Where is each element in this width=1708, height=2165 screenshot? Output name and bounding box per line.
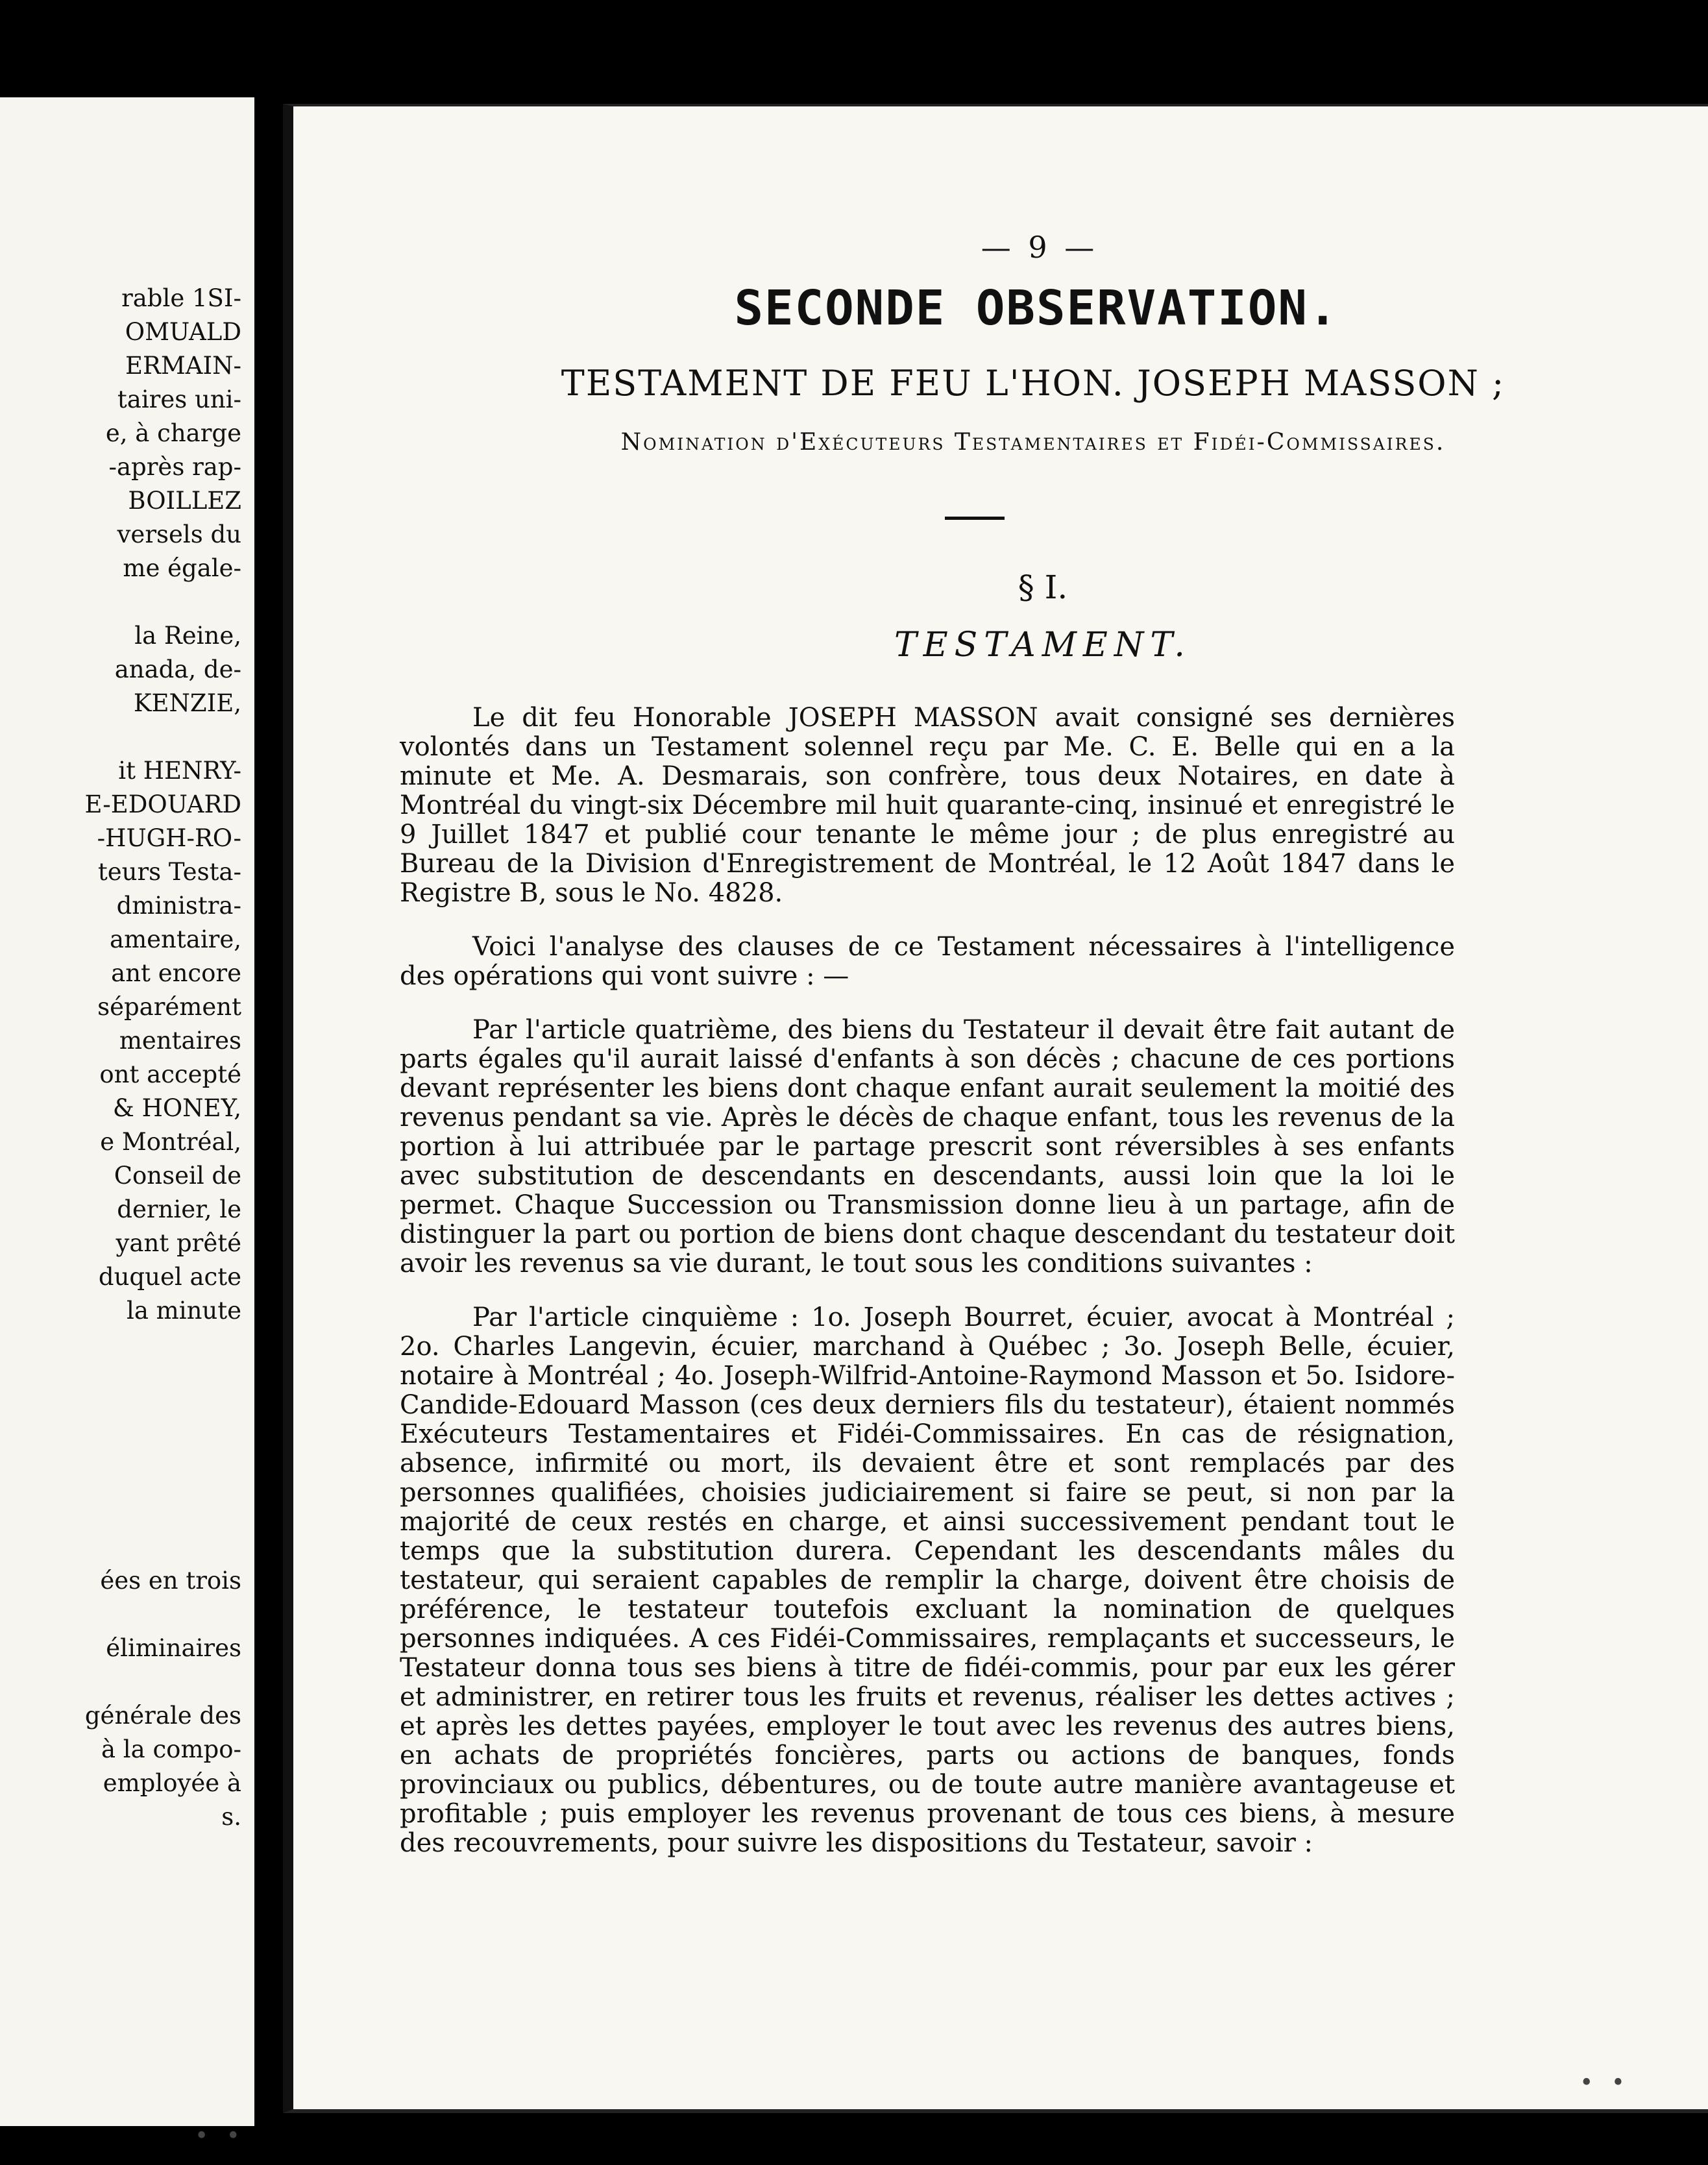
previous-page-strip [0,97,254,2126]
left-page-line: ant encore [111,959,241,987]
left-page-line: e Montréal, [100,1128,241,1156]
divider-rule [945,517,1005,520]
left-page-line: anada, de- [114,655,241,683]
left-page-line: dministra- [116,892,241,920]
page-title: SECONDE OBSERVATION. [734,280,1339,336]
left-page-line: la Reine, [134,622,241,650]
left-page-line: -après rap- [108,453,241,481]
left-page-line: éliminaires [106,1634,241,1662]
left-page-line: it HENRY- [118,757,241,785]
left-page-line: séparément [97,993,241,1021]
left-page-line: & HONEY, [112,1094,241,1122]
left-page-line: Conseil de [114,1162,241,1190]
page-subsubtitle: Nomination d'Exécuteurs Testamentaires et Fidéi-Commissaires. [620,429,1446,456]
left-page-line: teurs Testa- [97,858,241,886]
left-page-line: taires uni- [117,385,241,413]
left-page-line: ERMAIN- [125,352,241,380]
document-page [283,104,1708,2113]
paragraph-1: Le dit feu Honorable JOSEPH MASSON avait consigné ses dernières volontés dans un Testament solennel reçu par Me. C. E. Belle qui en a la minute et Me. A. Desmarais, son confrère, tous deux Notaires, en date à Montréal du vingt-six Décembre mil huit quarante-cinq, insinué et enregistré le 9 Juillet 1847 et publié cour tenante le même jour ; de plus enregistré au Bureau de la Division d'Enregistrement de Montréal, le 12 Août 1847 dans le Registre B, sous le No. 4828. [400,703,1455,908]
left-page-line: employée à [103,1769,241,1797]
left-page-line: yant prêté [116,1229,241,1257]
left-page-line: s. [221,1803,241,1831]
body-text [400,703,1455,1883]
page-number: — 9 — [981,230,1099,265]
left-page-line: mentaires [119,1027,241,1055]
left-page-line: me égale- [123,554,241,582]
left-page-line: OMUALD [125,318,241,346]
section-mark: § I. [1018,569,1068,606]
left-page-line: duquel acte [98,1263,241,1291]
left-page-line: E-EDOUARD [84,790,241,818]
left-page-line: BOILLEZ [128,487,241,515]
paragraph-3: Par l'article quatrième, des biens du Testateur il devait être fait autant de parts égales qu'il aurait laissé d'enfants à son décès ; chacune de ces portions devant représenter les biens dont chaque enfant aurait seulement la moitié des revenus pendant sa vie. Après le décès de chaque enfant, tous les revenus de la portion à lui attribuée par le partage prescrit sont réversibles à ses enfants avec substitution de descendants en descendants, aussi loin que la loi le permet. Chaque Succession ou Transmission donne lieu à un partage, afin de distinguer la part ou portion de biens dont chaque descendant du testateur doit avoir les revenus sa vie durant, le tout sous les conditions suivantes : [400,1015,1455,1278]
left-page-line: la minute [127,1297,241,1325]
paragraph-2: Voici l'analyse des clauses de ce Testament nécessaires à l'intelligence des opérations qui vont suivre : — [400,932,1455,991]
left-page-line: amentaire, [110,925,241,953]
scan-marks: • • [1580,2070,1630,2096]
left-page-line: ées en trois [100,1567,241,1595]
left-page-line: KENZIE, [133,689,241,717]
left-page-line: -HUGH-RO- [97,824,241,852]
page-subtitle: TESTAMENT DE FEU L'HON. JOSEPH MASSON ; [561,363,1506,404]
left-page-line: e, à charge [105,419,241,447]
left-scan-marks: • • [195,2123,245,2149]
left-page-line: ont accepté [99,1060,241,1088]
left-page-line: générale des [84,1702,241,1730]
left-page-line: dernier, le [117,1195,241,1223]
left-page-line: versels du [117,520,241,548]
section-title: TESTAMENT. [894,626,1191,665]
left-page-line: rable 1SI- [121,284,241,312]
left-page-line: à la compo- [101,1735,241,1763]
paragraph-4: Par l'article cinquième : 1o. Joseph Bourret, écuier, avocat à Montréal ; 2o. Charles Langevin, écuier, marchand à Québec ; 3o. Joseph Belle, écuier, notaire à Montréal ; 4o. Joseph-Wilfrid-Antoine-Raymond Masson et 5o. Isidore-Candide-Edouard Masson (ces deux derniers fils du testateur), étaient nommés Exécuteurs Testamentaires et Fidéi-Commissaires. En cas de résignation, absence, infirmité ou mort, ils devaient être et sont remplacés par des personnes qualifiées, choisies judiciairement si faire se peut, si non par la majorité de ceux restés en charge, et ainsi successivement pendant tout le temps que la substitution durera. Cependant les descendants mâles du testateur, qui seraient capables de remplir la charge, doivent être choisis de préférence, le testateur toutefois excluant la nomination de quelques personnes indiquées. A ces Fidéi-Commissaires, remplaçants et successeurs, le Testateur donna tous ses biens à titre de fidéi-commis, pour par eux les gérer et administrer, en retirer tous les fruits et revenus, réaliser les dettes actives ; et après les dettes payées, employer le tout avec les revenus des autres biens, en achats de propriétés foncières, parts ou actions de banques, fonds provinciaux ou publics, débentures, ou de toute autre manière avantageuse et profitable ; puis employer les revenus provenant de tous ces biens, à mesure des recouvrements, pour suivre les dispositions du Testateur, savoir : [400,1303,1455,1858]
